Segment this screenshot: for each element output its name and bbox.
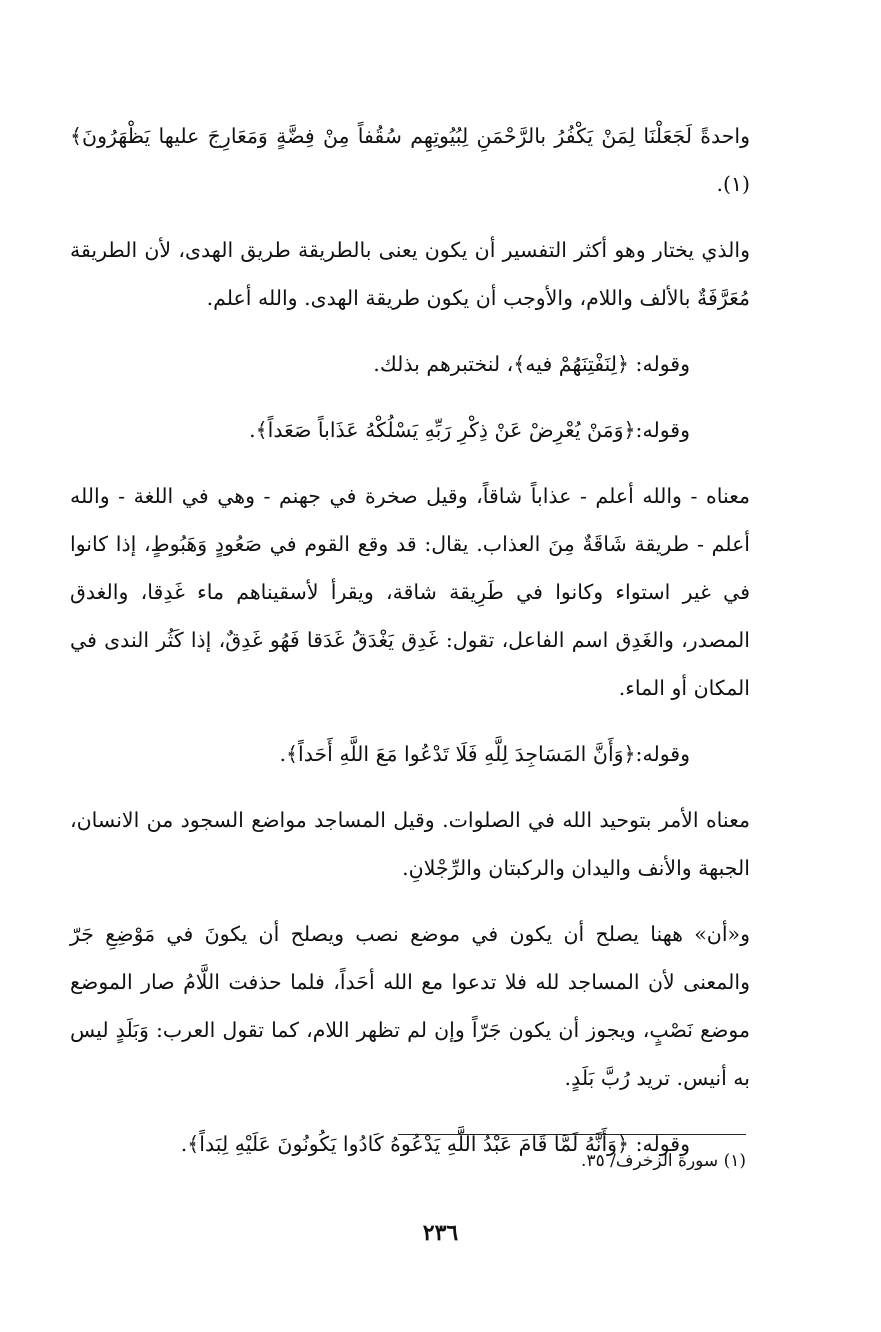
- paragraph-continuation: واحدةً لَجَعَلْنَا لِمَنْ يَكْفُرُ بالرَّحْمَنِ لِبُيُوتِهِم سُقُفاً مِنْ فِضَّةٍ وَمَعَارِجَ عليها يَظْهَرُونَ﴾(١).: [70, 124, 750, 196]
- verse-quote-masajid: وقوله:﴿وَأَنَّ المَسَاجِدَ لِلَّهِ فَلَا تَدْعُوا مَعَ اللَّهِ أَحَداً﴾.: [279, 742, 690, 766]
- verse-quote-linaftinahum: وقوله: ﴿لِنَفْتِنَهُمْ فيه﴾، لنختبرهم بذلك.: [373, 352, 690, 376]
- paragraph-saada-meaning: معناه - والله أعلم - عذاباً شاقاً، وقيل صخرة في جهنم - وهي في اللغة - والله أعلم - طريقة شَاقَةٌ مِنَ العذاب. يقال: قد وقع القوم في صَعُودٍ وَهَبُوطٍ، إذا كانوا في غير استواء وكانوا في طَرِيقة شاقة، ويقرأ لأسقيناهم ماء غَدِقا، والغدق المصدر، والغَدِق اسم الفاعل، تقول: غَدِق يَغْدَقُ غَدَقا فَهُو غَدِقٌ، إذا كَثُر الندى في المكان أو الماء.: [70, 484, 750, 700]
- paragraph-tafsir-choice: والذي يختار وهو أكثر التفسير أن يكون يعنى بالطريقة طريق الهدى، لأن الطريقة مُعَرَّفَةٌ بالألف واللام، والأوجب أن يكون طريقة الهدى. والله أعلم.: [70, 238, 750, 310]
- page-number: ٢٣٦: [422, 1220, 459, 1246]
- paragraph-tawhid-meaning: معناه الأمر بتوحيد الله في الصلوات. وقيل المساجد مواضع السجود من الانسان، الجبهة والأنف واليدان والركبتان والرِّجْلانِ.: [70, 808, 750, 880]
- verse-quote-yuarid: وقوله:﴿وَمَنْ يُعْرِضْ عَنْ ذِكْرِ رَبِّهِ يَسْلُكْهُ عَذَاباً صَعَداً﴾.: [249, 418, 690, 442]
- paragraph-anna-grammar: و«أن» ههنا يصلح أن يكون في موضع نصب ويصلح أن يكونَ في مَوْضِعِ جَرّ والمعنى لأن المساجد لله فلا تدعوا مع الله أحَداً، فلما حذفت اللَّامُ صار الموضع موضع نَصْبٍ، ويجوز أن يكون جَرّاً وإن لم تظهر اللام، كما تقول العرب: وَبَلَدٍ ليس به أنيس. تريد رُبَّ بَلَدٍ.: [70, 922, 750, 1090]
- main-text: [70, 112, 750, 1168]
- verse-quote-abdullah: وقوله: ﴿وَأَنَّهُ لَمَّا قَامَ عَبْدُ اللَّهِ يَدْعُوهُ كَادُوا يَكُونُونَ عَلَيْهِ لِبَداً﴾.: [180, 1132, 690, 1156]
- footnote-divider: [398, 1134, 746, 1135]
- footnote: (١) سورة الزخرف/ ٣٥.: [581, 1151, 746, 1171]
